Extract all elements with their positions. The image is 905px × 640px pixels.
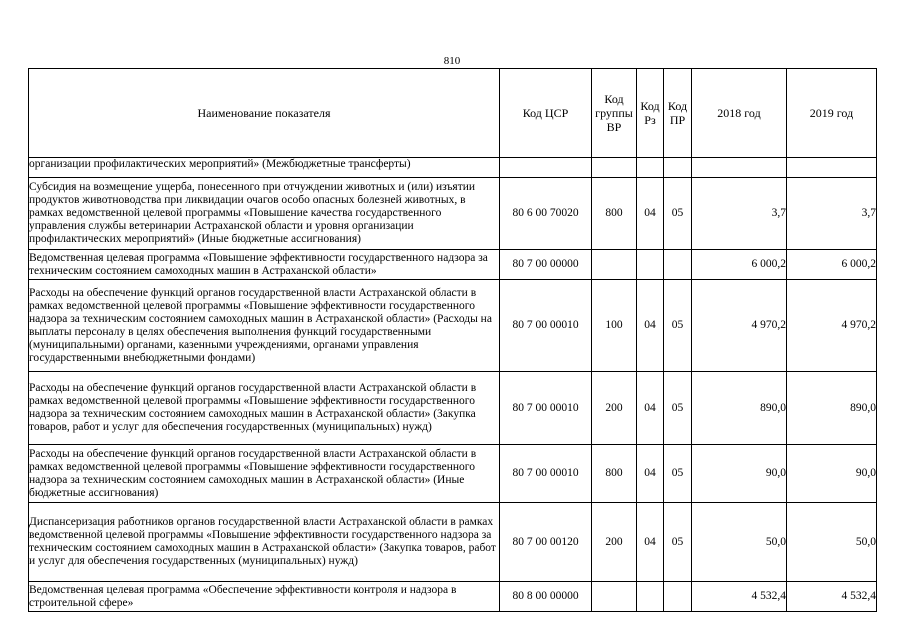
row-2019: 4 532,4 xyxy=(787,582,877,612)
row-name: Расходы на обеспечение функций органов государственной власти Астраханской области в рамках ведомственной целевой программы «Повышение эффективности государственного надзора за техническим состоянием самоходных машин в Астраханской области» (Иные бюджетные ассигнования) xyxy=(29,445,500,503)
header-name: Наименование показателя xyxy=(29,69,500,158)
row-2018: 4 970,2 xyxy=(692,280,787,372)
header-vr-line2: группы xyxy=(595,106,633,120)
row-vr: 800 xyxy=(592,445,637,503)
row-csr: 80 7 00 00010 xyxy=(500,280,592,372)
row-csr: 80 7 00 00010 xyxy=(500,372,592,445)
row-rz: 04 xyxy=(637,445,664,503)
header-csr: Код ЦСР xyxy=(500,69,592,158)
row-pr xyxy=(664,250,692,280)
row-pr: 05 xyxy=(664,280,692,372)
row-vr: 100 xyxy=(592,280,637,372)
row-2018: 4 532,4 xyxy=(692,582,787,612)
row-pr: 05 xyxy=(664,372,692,445)
row-vr: 800 xyxy=(592,178,637,250)
row-name: Ведомственная целевая программа «Повышение эффективности государственного надзора за техническим состоянием самоходных машин в Астраханской области» xyxy=(29,250,500,280)
header-2019: 2019 год xyxy=(787,69,877,158)
row-pr: 05 xyxy=(664,503,692,582)
row-rz: 04 xyxy=(637,280,664,372)
header-vr-line1: Код xyxy=(604,92,624,106)
page-number: 810 xyxy=(443,55,461,67)
table-row xyxy=(29,280,877,372)
header-rz-line2: Рз xyxy=(644,113,656,127)
header-vr-line3: ВР xyxy=(606,120,622,134)
row-csr: 80 7 00 00120 xyxy=(500,503,592,582)
header-2018: 2018 год xyxy=(692,69,787,158)
row-rz: 04 xyxy=(637,372,664,445)
row-csr xyxy=(500,158,592,178)
header-rz-line1: Код xyxy=(640,99,660,113)
row-2018: 6 000,2 xyxy=(692,250,787,280)
header-pr-line2: ПР xyxy=(669,113,686,127)
row-rz: 04 xyxy=(637,503,664,582)
row-name: Субсидия на возмещение ущерба, понесенного при отчуждении животных и (или) изъятии продуктов животноводства при ликвидации очагов особо опасных болезней животных, в рамках ведомственной целевой программы «Повышение качества государственного управления службы ветеринарии Астраханской области и уровня организации профилактических мероприятий» (Иные бюджетные ассигнования) xyxy=(29,178,500,250)
row-2019: 6 000,2 xyxy=(787,250,877,280)
row-csr: 80 7 00 00010 xyxy=(500,445,592,503)
header-rz xyxy=(637,69,664,158)
table-row xyxy=(29,372,877,445)
table-header-row xyxy=(29,69,877,158)
table-row xyxy=(29,250,877,280)
row-name: Расходы на обеспечение функций органов государственной власти Астраханской области в рамках ведомственной целевой программы «Повышение эффективности государственного надзора за техническим состоянием самоходных машин в Астраханской области» (Закупка товаров, работ и услуг для обеспечения государственных (муниципальных) нужд) xyxy=(29,372,500,445)
row-2019 xyxy=(787,158,877,178)
row-2019: 90,0 xyxy=(787,445,877,503)
table-row xyxy=(29,582,877,612)
row-csr: 80 8 00 00000 xyxy=(500,582,592,612)
row-2019: 50,0 xyxy=(787,503,877,582)
row-vr xyxy=(592,582,637,612)
table-row xyxy=(29,158,877,178)
header-pr xyxy=(664,69,692,158)
row-pr xyxy=(664,582,692,612)
row-2019: 4 970,2 xyxy=(787,280,877,372)
row-rz xyxy=(637,158,664,178)
row-2019: 890,0 xyxy=(787,372,877,445)
row-2018: 890,0 xyxy=(692,372,787,445)
row-vr xyxy=(592,158,637,178)
row-vr: 200 xyxy=(592,503,637,582)
table-row xyxy=(29,503,877,582)
row-2018: 90,0 xyxy=(692,445,787,503)
budget-table xyxy=(28,68,877,612)
row-name: Расходы на обеспечение функций органов государственной власти Астраханской области в рамках ведомственной целевой программы «Повышение эффективности государственного надзора за техническим состоянием самоходных машин в Астраханской области» (Расходы на выплаты персоналу в целях обеспечения выполнения функций государственными (муниципальными) органами, казенными учреждениями, органами управления государственными внебюджетными фондами) xyxy=(29,280,500,372)
table-row xyxy=(29,445,877,503)
row-2019: 3,7 xyxy=(787,178,877,250)
row-pr: 05 xyxy=(664,178,692,250)
row-pr: 05 xyxy=(664,445,692,503)
table-row xyxy=(29,178,877,250)
row-2018: 50,0 xyxy=(692,503,787,582)
row-rz xyxy=(637,582,664,612)
row-rz xyxy=(637,250,664,280)
row-name: организации профилактических мероприятий» (Межбюджетные трансферты) xyxy=(29,158,500,178)
row-name: Ведомственная целевая программа «Обеспечение эффективности контроля и надзора в строительной сфере» xyxy=(29,582,500,612)
row-vr: 200 xyxy=(592,372,637,445)
header-vr xyxy=(592,69,637,158)
row-2018 xyxy=(692,158,787,178)
row-name: Диспансеризация работников органов государственной власти Астраханской области в рамках ведомственной целевой программы «Повышение эффективности государственного надзора за техническим состоянием самоходных машин в Астраханской области» (Закупка товаров, работ и услуг для обеспечения государственных (муниципальных) нужд) xyxy=(29,503,500,582)
row-rz: 04 xyxy=(637,178,664,250)
row-pr xyxy=(664,158,692,178)
row-csr: 80 7 00 00000 xyxy=(500,250,592,280)
row-2018: 3,7 xyxy=(692,178,787,250)
header-pr-line1: Код xyxy=(667,99,688,113)
row-vr xyxy=(592,250,637,280)
row-csr: 80 6 00 70020 xyxy=(500,178,592,250)
